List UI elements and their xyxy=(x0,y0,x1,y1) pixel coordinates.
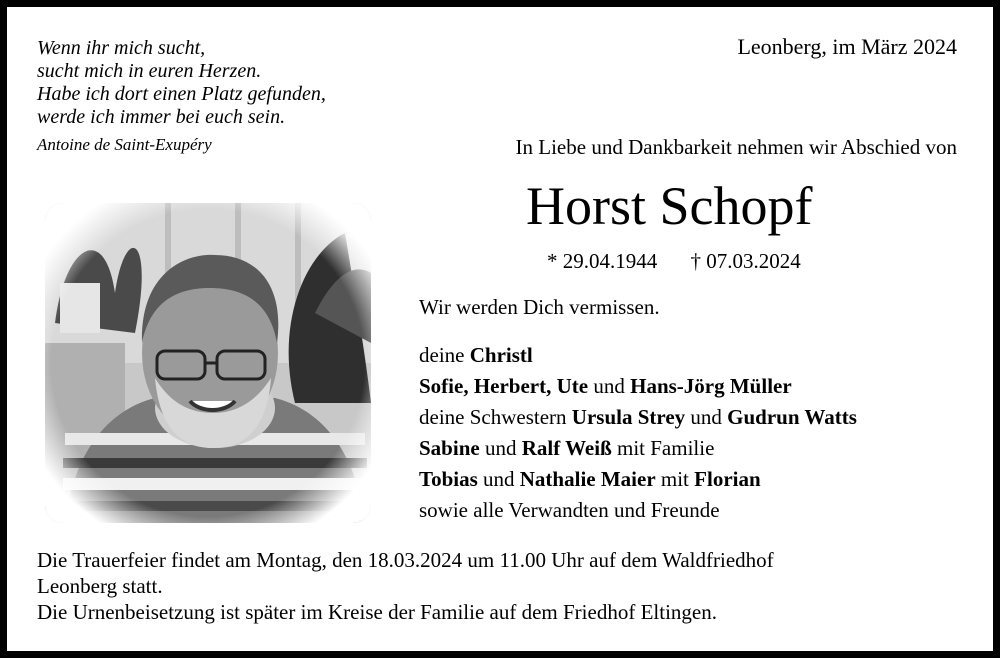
life-dates xyxy=(547,249,801,274)
poem-line: werde ich immer bei euch sein. xyxy=(37,106,286,128)
funeral-info xyxy=(37,547,774,625)
family-list xyxy=(419,340,857,526)
poem-line: Wenn ihr mich sucht, xyxy=(37,37,206,59)
poem-line: sucht mich in euren Herzen. xyxy=(37,60,262,82)
funeral-line: Leonberg statt. xyxy=(37,574,163,598)
death-date: † 07.03.2024 xyxy=(690,249,801,273)
funeral-line: Die Urnenbeisetzung ist später im Kreise der Familie auf dem Friedhof Eltingen. xyxy=(37,600,717,624)
family-line: Sofie, Herbert, Ute und Hans-Jörg Müller xyxy=(419,374,792,398)
family-line: Tobias und Nathalie Maier mit Florian xyxy=(419,467,761,491)
family-line: deine Schwestern Ursula Strey und Gudrun Watts xyxy=(419,405,857,429)
intro-text: In Liebe und Dankbarkeit nehmen wir Abschied von xyxy=(515,135,957,159)
poem xyxy=(37,37,326,129)
poem-author: Antoine de Saint-Exupéry xyxy=(37,135,212,154)
portrait-photo xyxy=(45,203,371,523)
poem-line: Habe ich dort einen Platz gefunden, xyxy=(37,83,326,105)
place-date: Leonberg, im März 2024 xyxy=(737,34,957,59)
deceased-name: Horst Schopf xyxy=(526,176,813,236)
family-line: Sabine und Ralf Weiß mit Familie xyxy=(419,436,715,460)
family-line: deine Christl xyxy=(419,343,533,367)
family-line: sowie alle Verwandten und Freunde xyxy=(419,498,720,522)
funeral-line: Die Trauerfeier findet am Montag, den 18.03.2024 um 11.00 Uhr auf dem Waldfriedhof xyxy=(37,548,774,572)
birth-date: * 29.04.1944 xyxy=(547,249,658,273)
farewell-message: Wir werden Dich vermissen. xyxy=(419,295,660,319)
